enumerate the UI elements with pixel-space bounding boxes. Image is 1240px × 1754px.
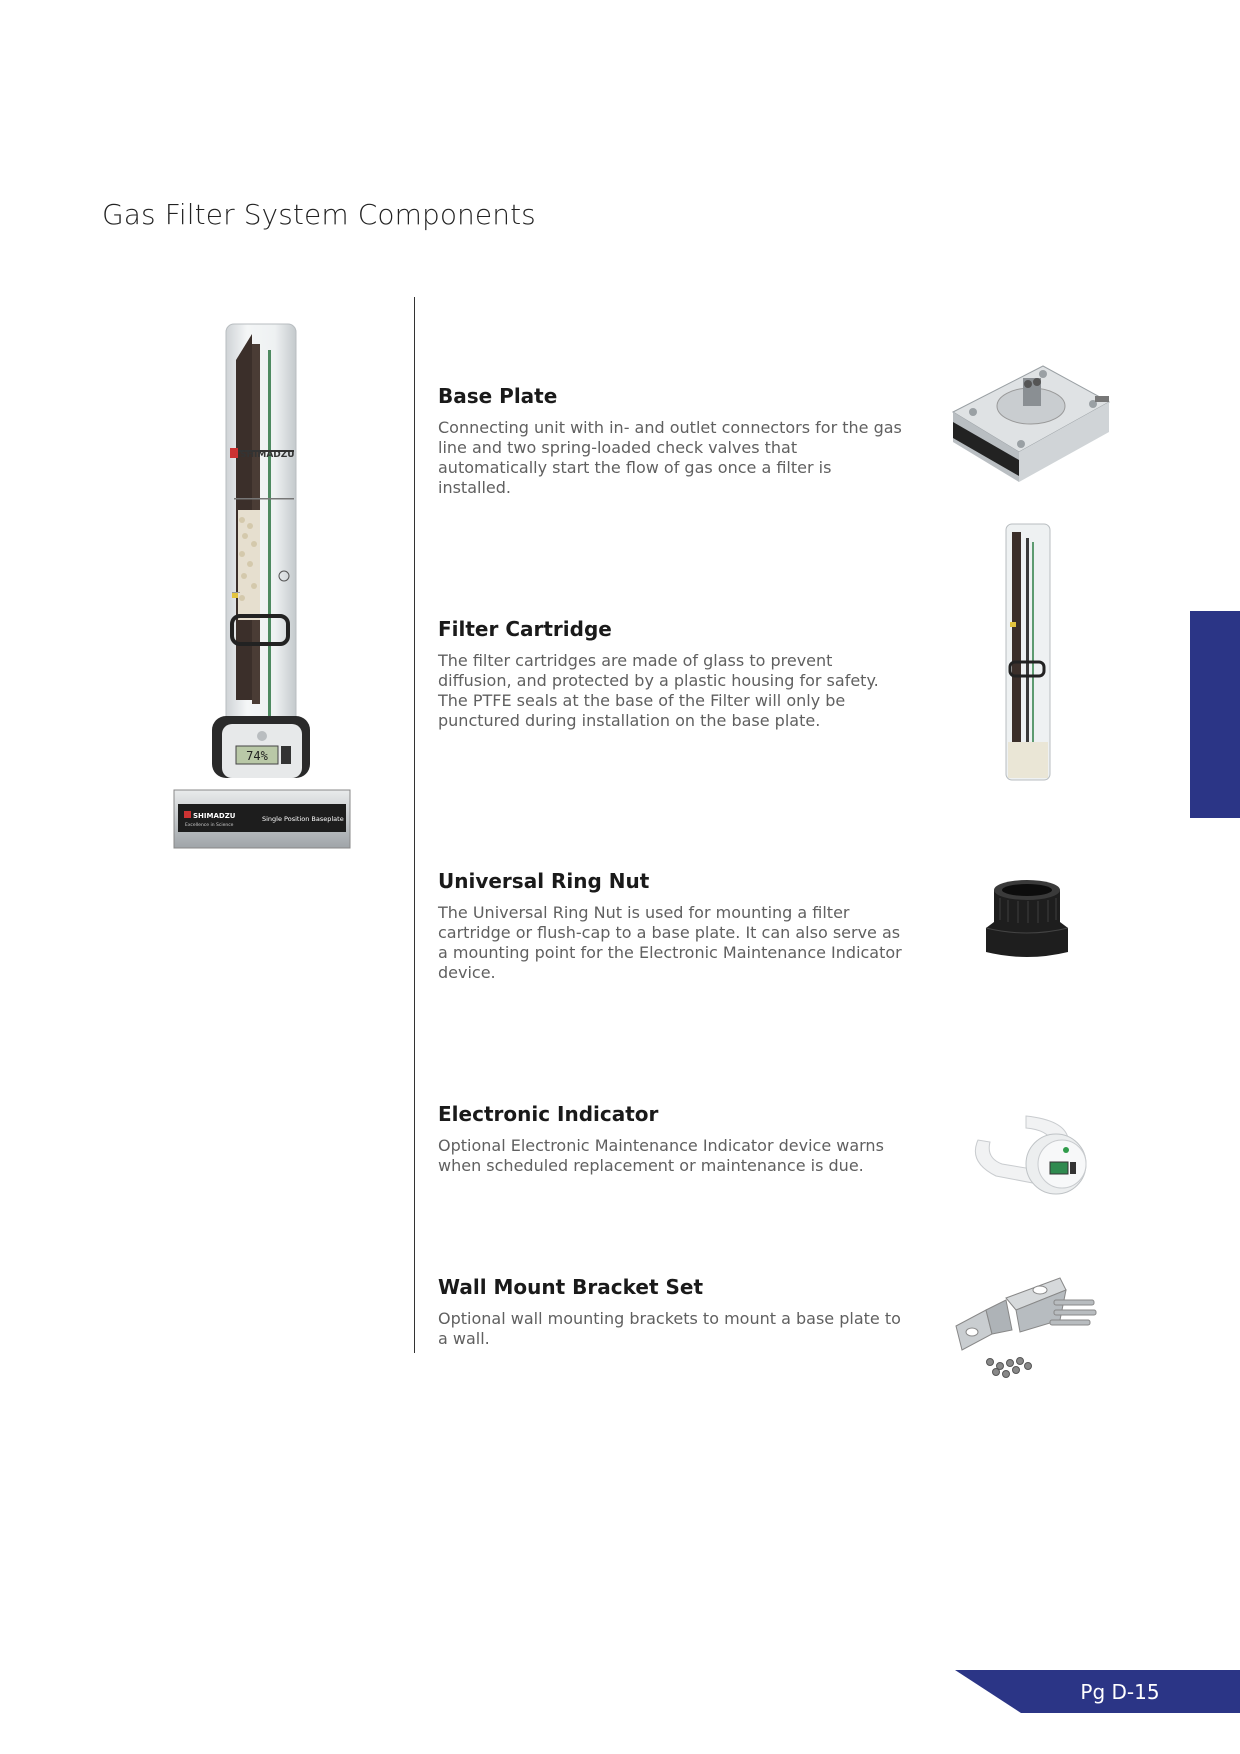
component-title: Electronic Indicator	[438, 1102, 659, 1126]
page-number: Pg D-15	[1080, 1680, 1160, 1704]
component-universal-ring-nut	[438, 869, 908, 983]
ring-nut-icon	[982, 872, 1072, 962]
wall-bracket-icon	[950, 1270, 1105, 1385]
baseplate-model-label: Single Position Baseplate	[262, 815, 344, 823]
page-title: Gas Filter System Components	[102, 198, 536, 231]
component-title: Filter Cartridge	[438, 617, 612, 641]
gas-filter-system-illustration	[170, 320, 360, 855]
component-description: Optional Electronic Maintenance Indicator device warns when scheduled replacement or maintenance is due.	[438, 1136, 884, 1175]
component-filter-cartridge	[438, 617, 908, 731]
component-title: Base Plate	[438, 384, 558, 408]
indicator-display-value: 74%	[246, 749, 268, 763]
component-title: Universal Ring Nut	[438, 869, 650, 893]
component-description: The filter cartridges are made of glass to prevent diffusion, and protected by a plastic housing for safety. The PTFE seals at the base of the Filter will only be punctured during installation on the base plate.	[438, 651, 879, 730]
component-title: Wall Mount Bracket Set	[438, 1275, 703, 1299]
filter-cartridge-icon	[998, 522, 1058, 787]
base-plate-icon	[945, 360, 1115, 488]
component-electronic-indicator	[438, 1102, 908, 1176]
component-description: Connecting unit with in- and outlet connectors for the gas line and two spring-loaded check valves that automatically start the flow of gas once a filter is installed.	[438, 418, 902, 497]
electronic-indicator-icon	[968, 1112, 1093, 1212]
component-description: Optional wall mounting brackets to mount a base plate to a wall.	[438, 1309, 901, 1348]
section-divider	[414, 297, 415, 1353]
component-wall-mount-bracket-set	[438, 1275, 908, 1349]
section-side-tab	[1190, 611, 1240, 818]
component-base-plate	[438, 384, 908, 498]
tube-brand-label: SHIMADZU	[240, 450, 295, 460]
baseplate-tagline: Excellence in Science	[185, 823, 234, 828]
component-description: The Universal Ring Nut is used for mounting a filter cartridge or flush-cap to a base plate. It can also serve as a mounting point for the Electronic Maintenance Indicator device.	[438, 903, 902, 982]
baseplate-brand-label: SHIMADZU	[193, 812, 236, 820]
